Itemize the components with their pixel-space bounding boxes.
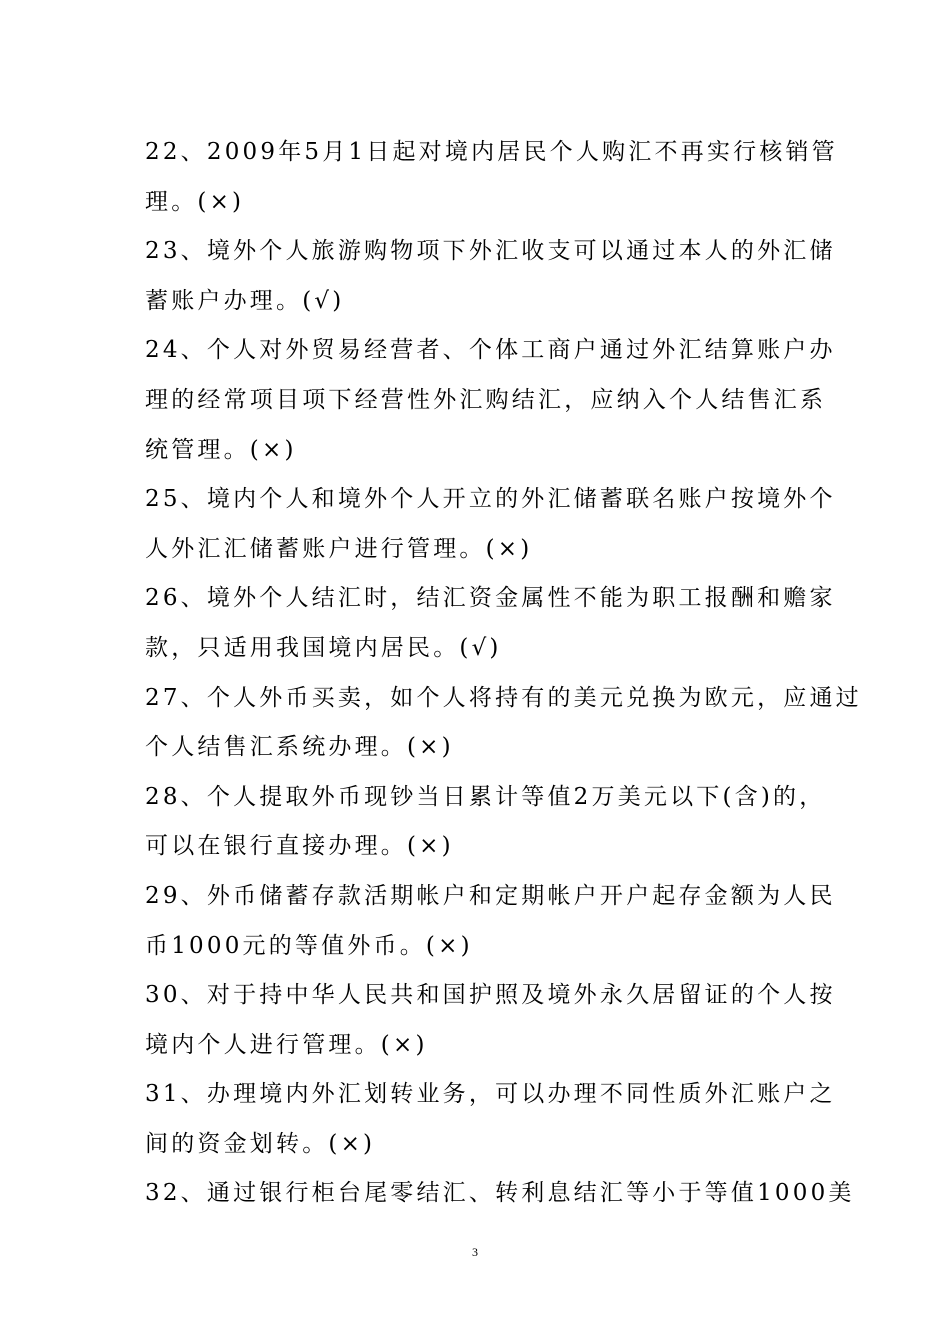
text-line: 币1000元的等值外币。(×) [145, 932, 473, 959]
text-line: 28、个人提取外币现钞当日累计等值2万美元以下(含)的， [145, 783, 826, 810]
text-line: 统管理。(×) [145, 436, 297, 463]
text-line: 款，只适用我国境内居民。(√) [145, 634, 502, 661]
text-line: 30、对于持中华人民共和国护照及境外永久居留证的个人按 [145, 982, 836, 1009]
text-line: 25、境内个人和境外个人开立的外汇储蓄联名账户按境外个 [145, 486, 836, 513]
text-line: 理。(×) [145, 188, 245, 215]
text-line: 31、办理境内外汇划转业务，可以办理不同性质外汇账户之 [145, 1081, 836, 1108]
text-line: 间的资金划转。(×) [145, 1130, 376, 1157]
document-body [145, 128, 862, 1219]
text-line: 理的经常项目项下经营性外汇购结汇，应纳入个人结售汇系 [145, 386, 827, 413]
text-line: 境内个人进行管理。(×) [145, 1031, 428, 1058]
text-line: 人外汇汇储蓄账户进行管理。(×) [145, 535, 533, 562]
page-number: 3 [472, 1245, 478, 1259]
text-line: 24、个人对外贸易经营者、个体工商户通过外汇结算账户办 [145, 337, 836, 364]
text-line: 蓄账户办理。(√) [145, 287, 345, 314]
text-line: 22、2009年5月1日起对境内居民个人购汇不再实行核销管 [145, 139, 838, 165]
text-line: 27、个人外币买卖，如个人将持有的美元兑换为欧元，应通过 [145, 684, 862, 711]
text-line: 23、境外个人旅游购物项下外汇收支可以通过本人的外汇储 [145, 238, 836, 265]
text-line: 个人结售汇系统办理。(×) [145, 734, 454, 761]
text-line: 32、通过银行柜台尾零结汇、转利息结汇等小于等值1000美 [145, 1180, 855, 1207]
text-line: 可以在银行直接办理。(×) [145, 833, 454, 860]
text-line: 26、境外个人结汇时，结汇资金属性不能为职工报酬和赡家 [145, 585, 836, 612]
text-line: 29、外币储蓄存款活期帐户和定期帐户开户起存金额为人民 [145, 882, 836, 909]
